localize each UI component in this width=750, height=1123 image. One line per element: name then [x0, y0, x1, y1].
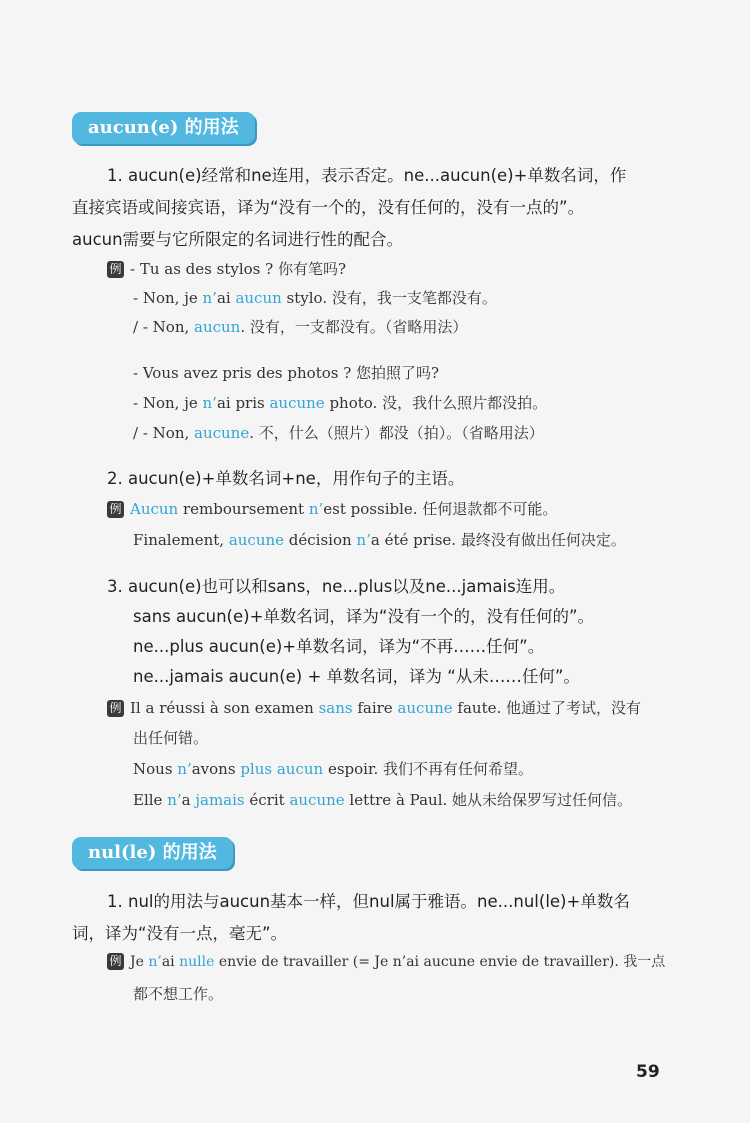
example-1-answer-1: - Non, je n’ai aucun stylo. 没有，我一支笔都没有。: [133, 289, 497, 307]
section2-paragraph-1-line-1: 1. nul的用法与aucun基本一样，但nul属于雅语。ne...nul(le)+单数名: [107, 892, 630, 911]
section2-paragraph-1-line-2: 词，译为“没有一点，毫无”。: [72, 924, 288, 943]
example-4-line-1-cont: 出任何错。: [133, 729, 209, 747]
example-3-line-1: 例 Aucun remboursement n’est possible. 任何退款都不可能。: [107, 498, 557, 519]
page-number: 59: [636, 1062, 660, 1082]
paragraph-1-line-1: 1. aucun(e)经常和ne连用，表示否定。ne...aucun(e)+单数名词，作: [107, 166, 627, 185]
paragraph-2: 2. aucun(e)+单数名词+ne，用作句子的主语。: [107, 469, 465, 488]
paragraph-3-line-4: ne...jamais aucun(e) + 单数名词，译为 “从未……任何”。: [133, 667, 580, 686]
example-3-line-2: Finalement, aucune décision n’a été prise. 最终没有做出任何决定。: [133, 531, 626, 549]
example-1-question: 例 - Tu as des stylos ? 你有笔吗?: [107, 258, 346, 279]
example-4-line-2: Nous n’avons plus aucun espoir. 我们不再有任何希望。: [133, 760, 534, 778]
example-2-question: - Vous avez pris des photos ? 您拍照了吗?: [133, 364, 440, 382]
example-icon: 例: [107, 501, 124, 518]
example-2-answer-2: / - Non, aucune. 不，什么（照片）都没（拍）。（省略用法）: [133, 424, 544, 442]
paragraph-3-line-2: sans aucun(e)+单数名词，译为“没有一个的，没有任何的”。: [133, 607, 595, 626]
section-title-nul: nul(le) 的用法: [72, 837, 233, 869]
example-2-answer-1: - Non, je n’ai pris aucune photo. 没，我什么照片都没拍。: [133, 394, 548, 412]
paragraph-3-line-3: ne...plus aucun(e)+单数名词，译为“不再……任何”。: [133, 637, 545, 656]
section2-example-1-line-1-cont: 都不想工作。: [133, 985, 224, 1003]
example-icon: 例: [107, 261, 124, 278]
paragraph-1-line-3: aucun需要与它所限定的名词进行性的配合。: [72, 230, 404, 249]
section-title-aucun: aucun(e) 的用法: [72, 112, 255, 144]
paragraph-1-line-2: 直接宾语或间接宾语，译为“没有一个的，没有任何的，没有一点的”。: [72, 198, 585, 217]
example-1-answer-2: / - Non, aucun. 没有，一支都没有。（省略用法）: [133, 318, 468, 336]
example-4-line-3: Elle n’a jamais écrit aucune lettre à Paul. 她从未给保罗写过任何信。: [133, 791, 633, 809]
example-icon: 例: [107, 700, 124, 717]
example-4-line-1: 例 Il a réussi à son examen sans faire aucune faute. 他通过了考试，没有: [107, 697, 641, 718]
example-icon: 例: [107, 953, 124, 970]
paragraph-3-line-1: 3. aucun(e)也可以和sans，ne...plus以及ne...jamais连用。: [107, 577, 566, 596]
section2-example-1-line-1: 例 Je n’ai nulle envie de travailler (= Je n’ai aucune envie de travailler). 我一点: [107, 951, 665, 971]
